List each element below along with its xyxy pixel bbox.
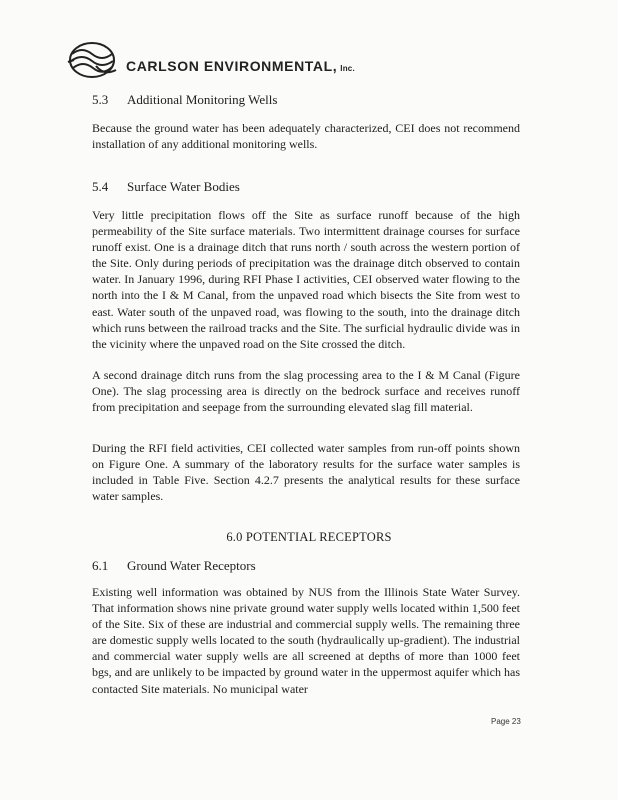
paragraph: During the RFI field activities, CEI collected water samples from run-off points shown on Figure One. A summary of the laboratory results for the surface water samples is included in Table Five. Section 4.2.7 presents the analytical results for these surface water samples. [92,441,520,504]
globe-wave-logo-icon [66,40,120,80]
company-name-text: CARLSON ENVIRONMENTAL, [126,58,338,74]
section-title: Ground Water Receptors [127,558,256,573]
chapter-heading-6-0: 6.0 POTENTIAL RECEPTORS [226,530,392,544]
section-title: Additional Monitoring Wells [127,92,278,107]
section-heading-6-1 [92,558,256,574]
paragraph: Very little precipitation flows off the Site as surface runoff because of the high permeability of the Site surface materials. Two intermittent drainage courses for surface runoff exist. One is a drainage ditch that runs north / south across the western portion of the Site. Only during periods of precipitation was the drainage ditch observed to contain water. In January 1996, during RFI Phase I activities, CEI observed water flowing to the north into the I & M Canal, from the unpaved road which bisects the Site from west to east. Water south of the unpaved road, was flowing to the south, into the drainage ditch which runs between the railroad tracks and the Site. The surficial hydraulic divide was in the vicinity where the unpaved road on the Site crossed the ditch. [92,208,520,351]
company-name [126,58,355,74]
section-number: 5.3 [92,92,109,107]
paragraph: Existing well information was obtained by NUS from the Illinois State Water Survey. That information shows nine private ground water supply wells located within 1,500 feet of the Site. Six of these are industrial and commercial supply wells. The remaining three are domestic supply wells located to the south (hydraulically up-gradient). The industrial and commercial water supply wells are all screened at depths of more than 1000 feet bgs, and are unlikely to be impacted by ground water in the uppermost aquifer which has contacted Site materials. No municipal water [92,585,520,696]
section-number: 5.4 [92,179,109,194]
section-heading-5-4 [92,179,240,195]
page-number: Page 23 [491,717,521,726]
letterhead [66,40,466,80]
paragraph: Because the ground water has been adequately characterized, CEI does not recommend installation of any additional monitoring wells. [92,121,520,152]
paragraph: A second drainage ditch runs from the slag processing area to the I & M Canal (Figure One). The slag processing area is directly on the bedrock surface and receives runoff from precipitation and seepage from the surrounding elevated slag fill material. [92,368,520,415]
section-number: 6.1 [92,558,109,573]
company-suffix: Inc. [340,64,355,73]
section-title: Surface Water Bodies [127,179,240,194]
section-heading-5-3 [92,92,277,108]
